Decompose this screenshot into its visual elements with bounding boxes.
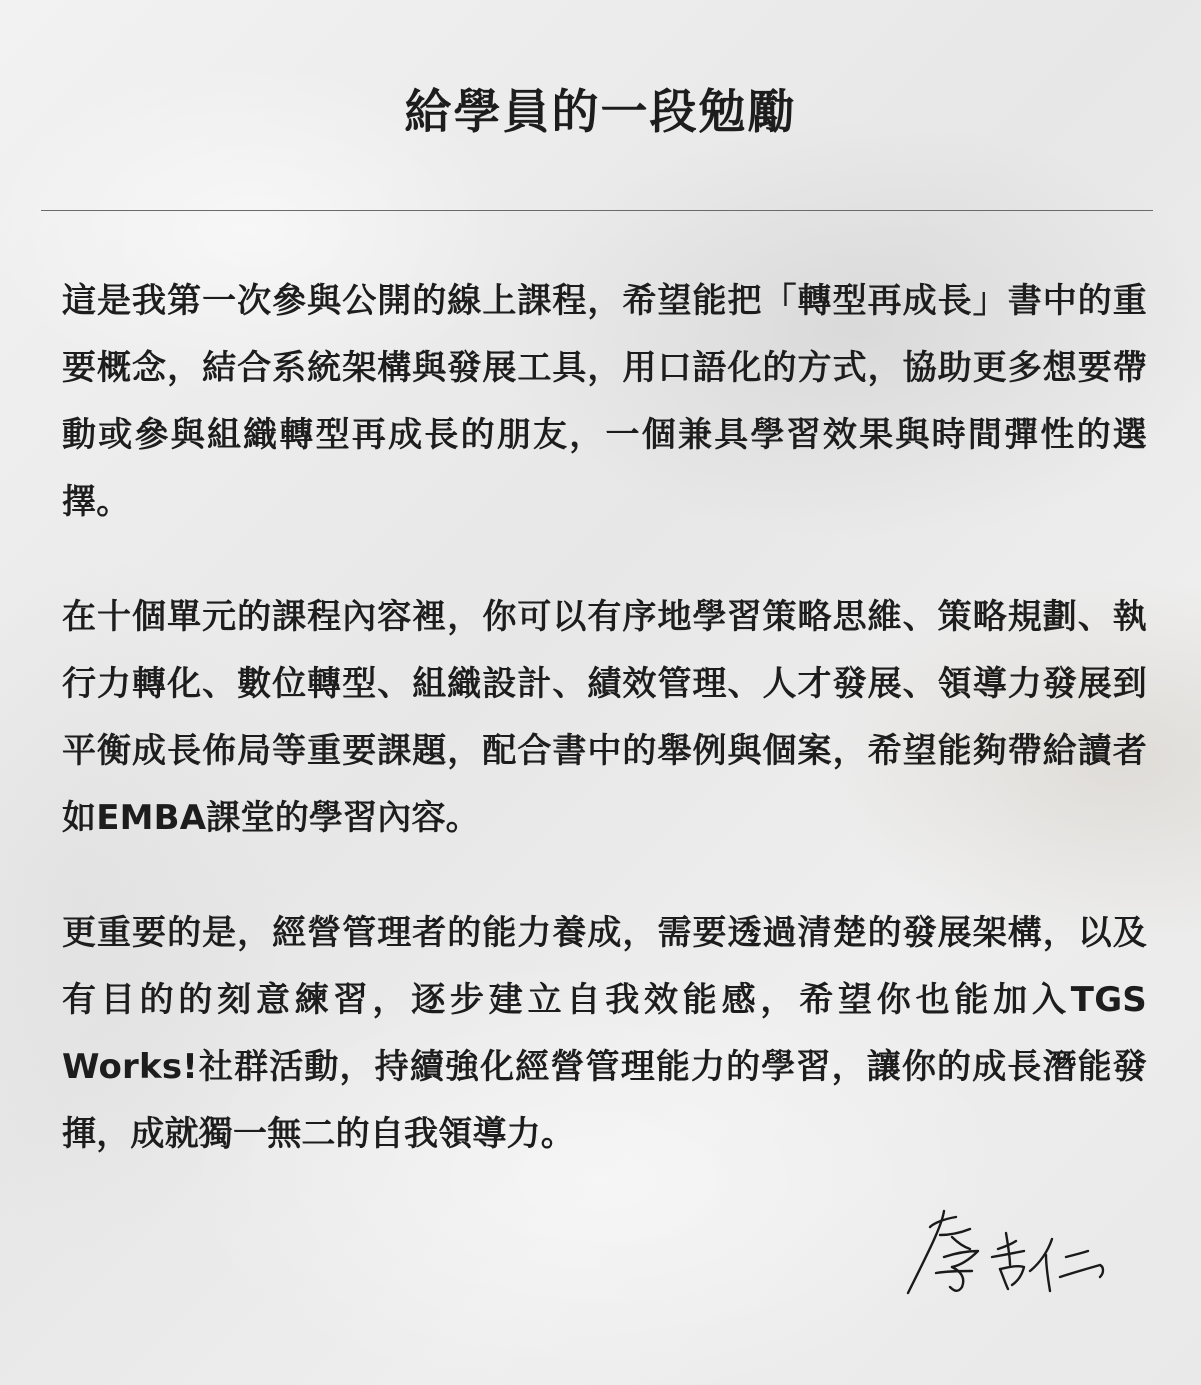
page-title: 給學員的一段勉勵 [404, 85, 797, 140]
letter-body [62, 268, 1147, 1216]
handwritten-signature [900, 1205, 1130, 1310]
paragraph-intro: 這是我第一次參與公開的線上課程，希望能把「轉型再成長」書中的重要概念，結合系統架構與發展工具，用口語化的方式，協助更多想要帶動或參與組織轉型再成長的朋友，一個兼具學習效果與時間彈性的選擇。 [62, 281, 1147, 522]
title-divider [41, 210, 1153, 211]
paragraph-curriculum: 在十個單元的課程內容裡，你可以有序地學習策略思維、策略規劃、執行力轉化、數位轉型、組織設計、績效管理、人才發展、領導力發展到平衡成長佈局等重要課題，配合書中的舉例與個案，希望能夠帶給讀者如EMBA課堂的學習內容。 [62, 597, 1147, 838]
paragraph-encouragement: 更重要的是，經營管理者的能力養成，需要透過清楚的發展架構，以及有目的的刻意練習，逐步建立自我效能感，希望你也能加入TGS Works!社群活動，持續強化經營管理能力的學習，讓你的成長潛能發揮，成就獨一無二的自我領導力。 [62, 913, 1147, 1154]
